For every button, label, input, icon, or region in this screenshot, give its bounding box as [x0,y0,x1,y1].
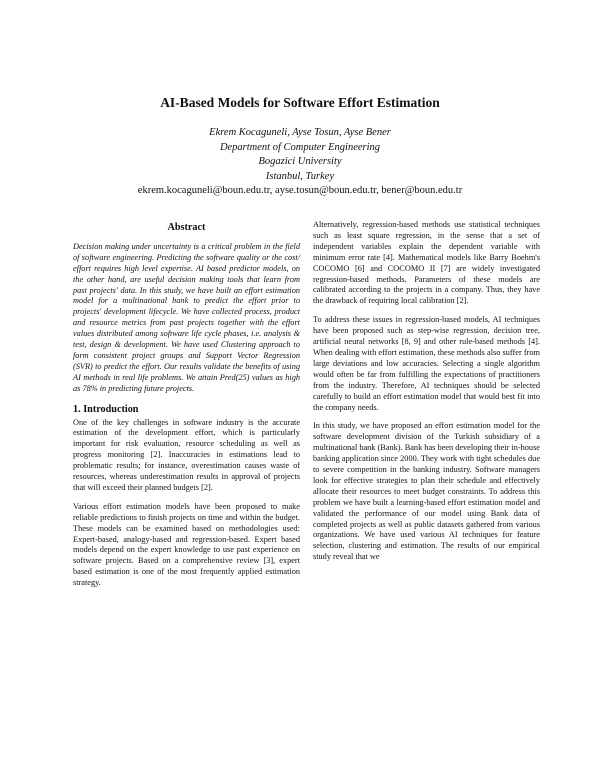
right-paragraph-1: Alternatively, regression-based methods use statistical techniques such as least square regression, in the sense that a set of independent variables explain the dependent variable with minimum error rate [4]. Mathematical models like Barry Boehm's COCOMO [6] and COCOMO II [7] are widely investigated regression-based methods. Parameters of these models are calibrated according to the projects in a company. Thus, they have the drawback of requiring local calibration [2]. [313,220,540,306]
intro-paragraph-2: Various effort estimation models have been proposed to make reliable predictions to finish projects on time and within the budget. These models can be examined based on methodologies used: Expert-based, analogy-based and regression-based. Expert based models depend on the expert knowledge to use past experience on software projects. Based on a comprehensive review [3], expert based estimation is one of the most frequently applied estimation strategy. [73,501,300,588]
author-university: Bogazici University [258,156,342,168]
author-location: Istanbul, Turkey [265,170,335,182]
right-paragraph-3: In this study, we have proposed an effort estimation model for the software development division of the Turkish subsidiary of a multinational bank (Bank). Bank has been developing their in-house banking application since 2000. They work with tight schedules due to severe competition in the banking industry. Software managers look for effective strategies to plan their schedule and effectively allocate their resources to meet budget constraints. To address this problem we have built a learning-based effort estimation model and validated the performance of our model using Bank data of completed projects as well as public datasets gathered from various organizations. We have used various AI techniques for feature selection, clustering and estimation. The results of our empirical study reveal that we [313,421,540,562]
introduction-heading: 1. Introduction [73,403,139,415]
right-column [313,220,540,571]
author-department: Department of Computer Engineering [219,141,381,153]
intro-paragraph-1: One of the key challenges in software industry is the accurate estimation of the development effort, which is particularly important for risk evaluation, resource scheduling as well as progress monitoring [2]. Inaccuracies in estimations lead to problematic results; for instance, overestimation causes waste of resources, whereas underestimation results in approval of projects that will exceed their planned budgets [2]. [73,417,300,492]
left-column [73,220,300,597]
right-paragraph-2: To address these issues in regression-based models, AI techniques have been proposed such as step-wise regression, decision tree, artificial neural networks [8, 9] and other rule-based methods [4]. When dealing with effort estimation, these methods also suffer from large deviations and low accuracies. Selecting a single algorithm would often be far from fulfilling the expectations of practitioners from the industry. Therefore, AI techniques should be selected carefully to build an effort estimation model that would best fit into the company needs. [313,315,540,412]
paper-title: AI-Based Models for Software Effort Estimation [160,95,440,110]
abstract-text: Decision making under uncertainty is a critical problem in the field of software engineering. Predicting the software quality or the cost/ effort requires high level expertise. AI based predictor models, on the other hand, are useful decision making tools that learn from past projects' data. In this study, we have built an effort estimation model for a multinational bank to predict the effort prior to projects' development lifecycle. We have collected process, product and resource metrics from past projects together with the effort values distributed among software life cycle phases, i.e. analysis & test, design & development. We have used Clustering approach to form consistent project groups and Support Vector Regression (SVR) to predict the effort. Our results validate the benefits of using AI methods in real life problems. We attain Pred(25) values as high as 78% in predicting future projects. [73,241,300,393]
author-names: Ekrem Kocaguneli, Ayse Tosun, Ayse Bener [209,127,391,138]
abstract-heading: Abstract [167,222,206,233]
author-emails: ekrem.kocaguneli@boun.edu.tr, ayse.tosun@boun.edu.tr, bener@boun.edu.tr [137,185,463,197]
author-block [0,126,600,199]
